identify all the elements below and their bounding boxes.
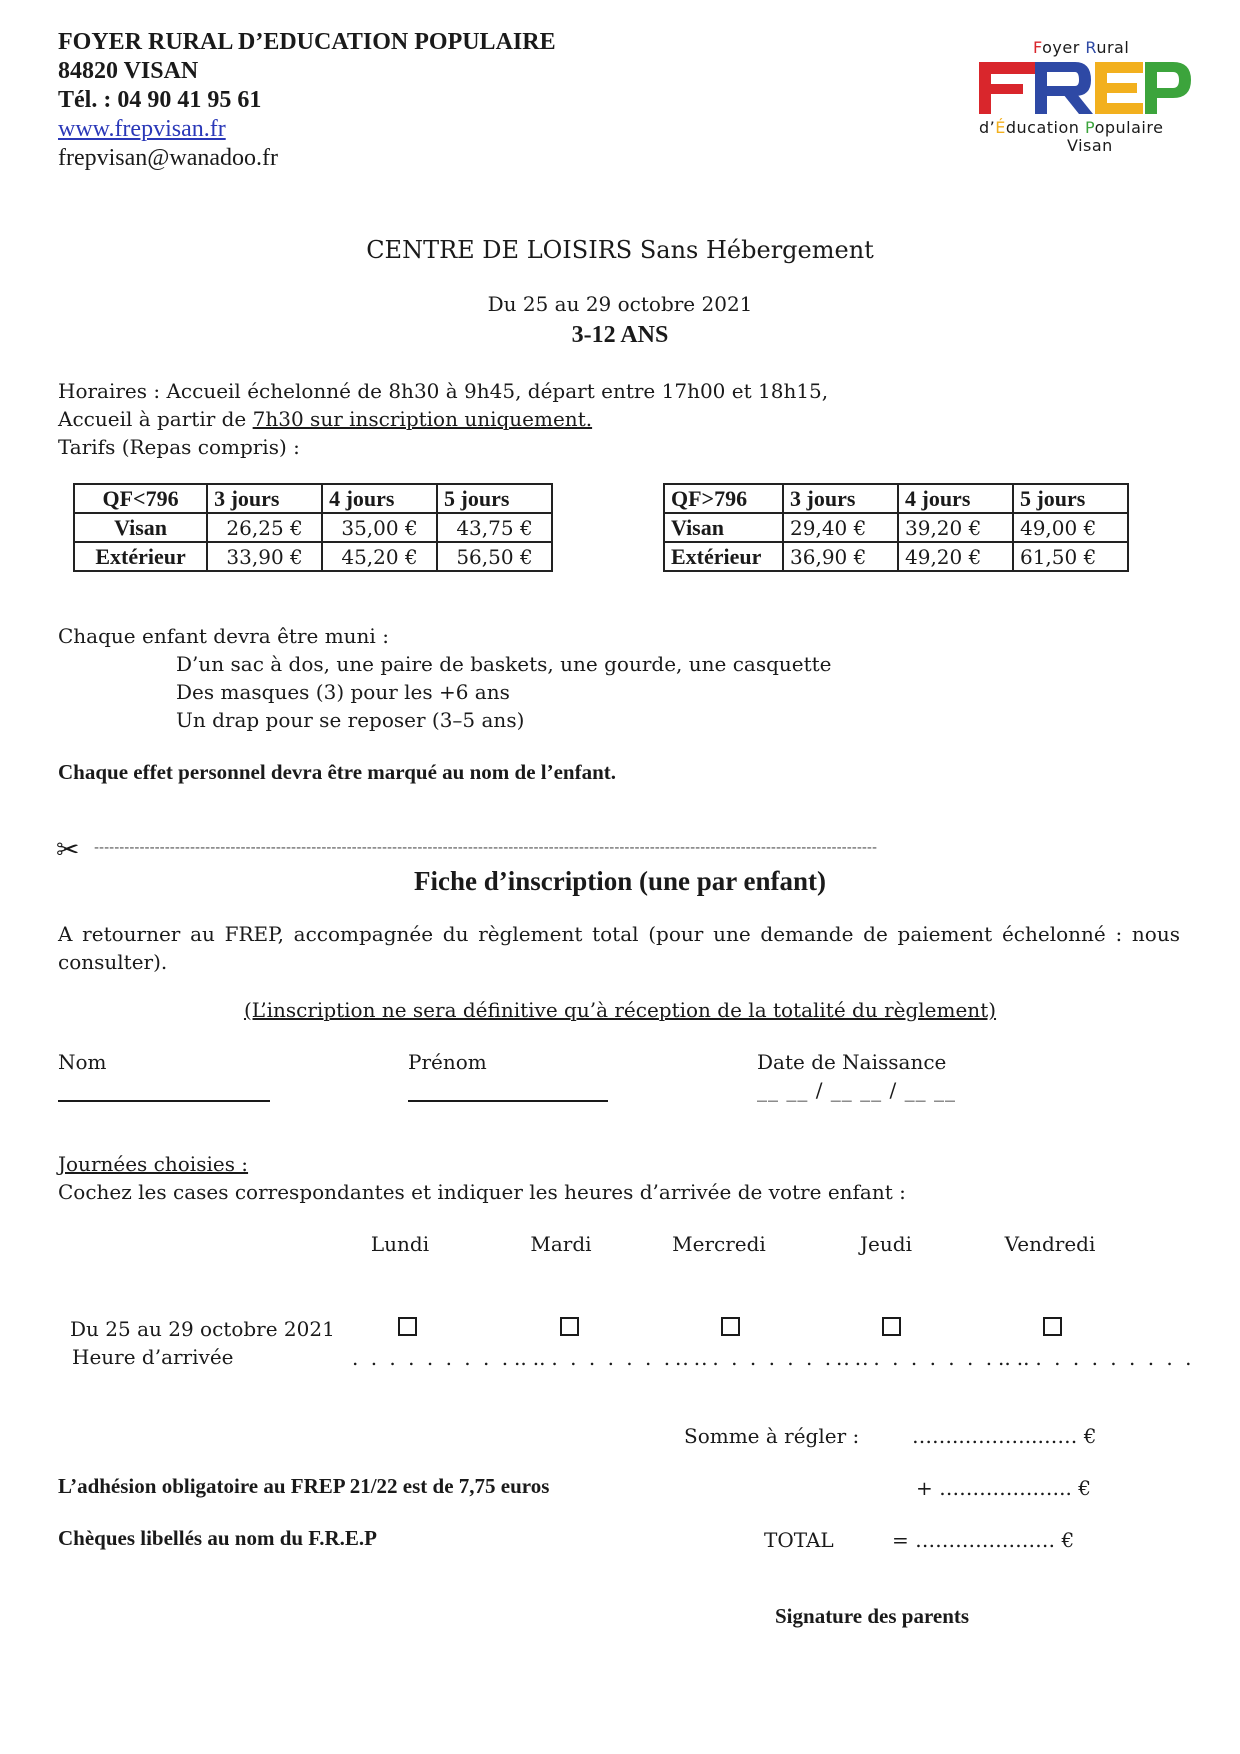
org-phone: Tél. : 04 90 41 95 61 <box>58 87 262 113</box>
total-label: TOTAL <box>764 1528 834 1552</box>
equipment-note: Chaque effet personnel devra être marqué au nom de l’enfant. <box>58 760 617 784</box>
time-field-jeudi[interactable]: . . . . . . . . . . . <box>836 1346 1033 1370</box>
schedule-block <box>58 377 1178 461</box>
tarifs-label: Tarifs (Repas compris) : <box>58 435 300 459</box>
prenom-label: Prénom <box>408 1050 487 1074</box>
prenom-field[interactable] <box>408 1100 608 1102</box>
table-row: Visan 29,40 € 39,20 € 49,00 € <box>664 513 1128 542</box>
day-vendredi: Vendredi <box>1004 1232 1096 1256</box>
logo-city: Visan <box>1067 136 1113 155</box>
equipment-list <box>176 650 832 734</box>
days-instruction: Cochez les cases correspondantes et indiquer les heures d’arrivée de votre enfant : <box>58 1180 906 1204</box>
signature-label: Signature des parents <box>775 1604 970 1628</box>
page-title: CENTRE DE LOISIRS Sans Hébergement <box>366 236 874 264</box>
time-field-mercredi[interactable]: . . . . . . . . . . . <box>675 1346 872 1370</box>
checkbox-mardi[interactable] <box>560 1317 579 1336</box>
form-intro: A retourner au FREP, accompagnée du règlement total (pour une demande de paiement échelonné : nous consulter). <box>58 922 1180 974</box>
list-item: Un drap pour se reposer (3–5 ans) <box>176 708 525 732</box>
time-field-vendredi[interactable]: . . . . . . . . . . . <box>998 1346 1195 1370</box>
day-jeudi: Jeudi <box>860 1232 912 1256</box>
scissors-icon: ✂ <box>56 833 80 866</box>
row-date-label: Du 25 au 29 octobre 2021 <box>70 1317 335 1341</box>
nom-field[interactable] <box>58 1100 270 1102</box>
org-name: FOYER RURAL D’EDUCATION POPULAIRE <box>58 29 556 55</box>
table-header-row: QF>796 3 jours 4 jours 5 jours <box>664 484 1128 513</box>
table-row: Extérieur 33,90 € 45,20 € 56,50 € <box>74 542 552 571</box>
time-field-lundi[interactable]: . . . . . . . . . . . <box>352 1346 549 1370</box>
dob-field[interactable]: __ __ / __ __ / __ __ <box>757 1078 956 1102</box>
frep-letters-icon <box>975 58 1195 118</box>
logo-bottom-text: d’Éducation Populaire <box>979 118 1164 137</box>
schedule-line-2: Accueil à partir de 7h30 sur inscription uniquement. <box>58 407 593 431</box>
day-mercredi: Mercredi <box>672 1232 766 1256</box>
day-lundi: Lundi <box>370 1232 430 1256</box>
checkbox-vendredi[interactable] <box>1043 1317 1062 1336</box>
tarif-table-qf-high <box>663 483 1129 572</box>
schedule-line-1: Horaires : Accueil échelonné de 8h30 à 9h45, départ entre 17h00 et 18h15, <box>58 379 829 403</box>
cut-dashed-line: ----------------------------------------------------------------------------------------------------------------------------------------------------------- <box>94 840 878 856</box>
total-field[interactable]: = ………………… € <box>892 1528 1075 1552</box>
frep-logo <box>975 38 1215 156</box>
age-range: 3-12 ANS <box>571 322 669 348</box>
somme-field[interactable]: ……..………..…… € <box>912 1424 1097 1448</box>
form-title: Fiche d’inscription (une par enfant) <box>413 866 826 896</box>
list-item: Des masques (3) pour les +6 ans <box>176 680 510 704</box>
time-label: Heure d’arrivée <box>72 1345 234 1369</box>
date-range: Du 25 au 29 octobre 2021 <box>487 292 753 316</box>
checkbox-lundi[interactable] <box>398 1317 417 1336</box>
checkbox-jeudi[interactable] <box>882 1317 901 1336</box>
adhesion-field[interactable]: + ……………….. € <box>916 1476 1091 1500</box>
email-address[interactable]: frepvisan@wanadoo.fr <box>58 145 279 171</box>
table-row: Extérieur 36,90 € 49,20 € 61,50 € <box>664 542 1128 571</box>
tarif-table-qf-low <box>73 483 553 572</box>
checkbox-mercredi[interactable] <box>721 1317 740 1336</box>
somme-label: Somme à régler : <box>684 1424 860 1448</box>
website-link[interactable]: www.frepvisan.fr <box>58 116 226 142</box>
day-mardi: Mardi <box>530 1232 592 1256</box>
table-header-row: QF<796 3 jours 4 jours 5 jours <box>74 484 552 513</box>
days-heading: Journées choisies : <box>58 1152 249 1176</box>
logo-top-text: Foyer Rural <box>1033 38 1130 57</box>
adhesion-label: L’adhésion obligatoire au FREP 21/22 est de 7,75 euros <box>58 1474 550 1498</box>
list-item: D’un sac à dos, une paire de baskets, une gourde, une casquette <box>176 652 832 676</box>
nom-label: Nom <box>58 1050 107 1074</box>
org-city: 84820 VISAN <box>58 58 199 84</box>
org-header <box>58 28 556 173</box>
equipment-intro: Chaque enfant devra être muni : <box>58 624 389 648</box>
form-note: (L’inscription ne sera définitive qu’à réception de la totalité du règlement) <box>243 998 997 1022</box>
table-row: Visan 26,25 € 35,00 € 43,75 € <box>74 513 552 542</box>
dob-label: Date de Naissance <box>757 1050 947 1074</box>
cheques-label: Chèques libellés au nom du F.R.E.P <box>58 1526 377 1550</box>
time-field-mardi[interactable]: . . . . . . . . . . . <box>514 1346 711 1370</box>
